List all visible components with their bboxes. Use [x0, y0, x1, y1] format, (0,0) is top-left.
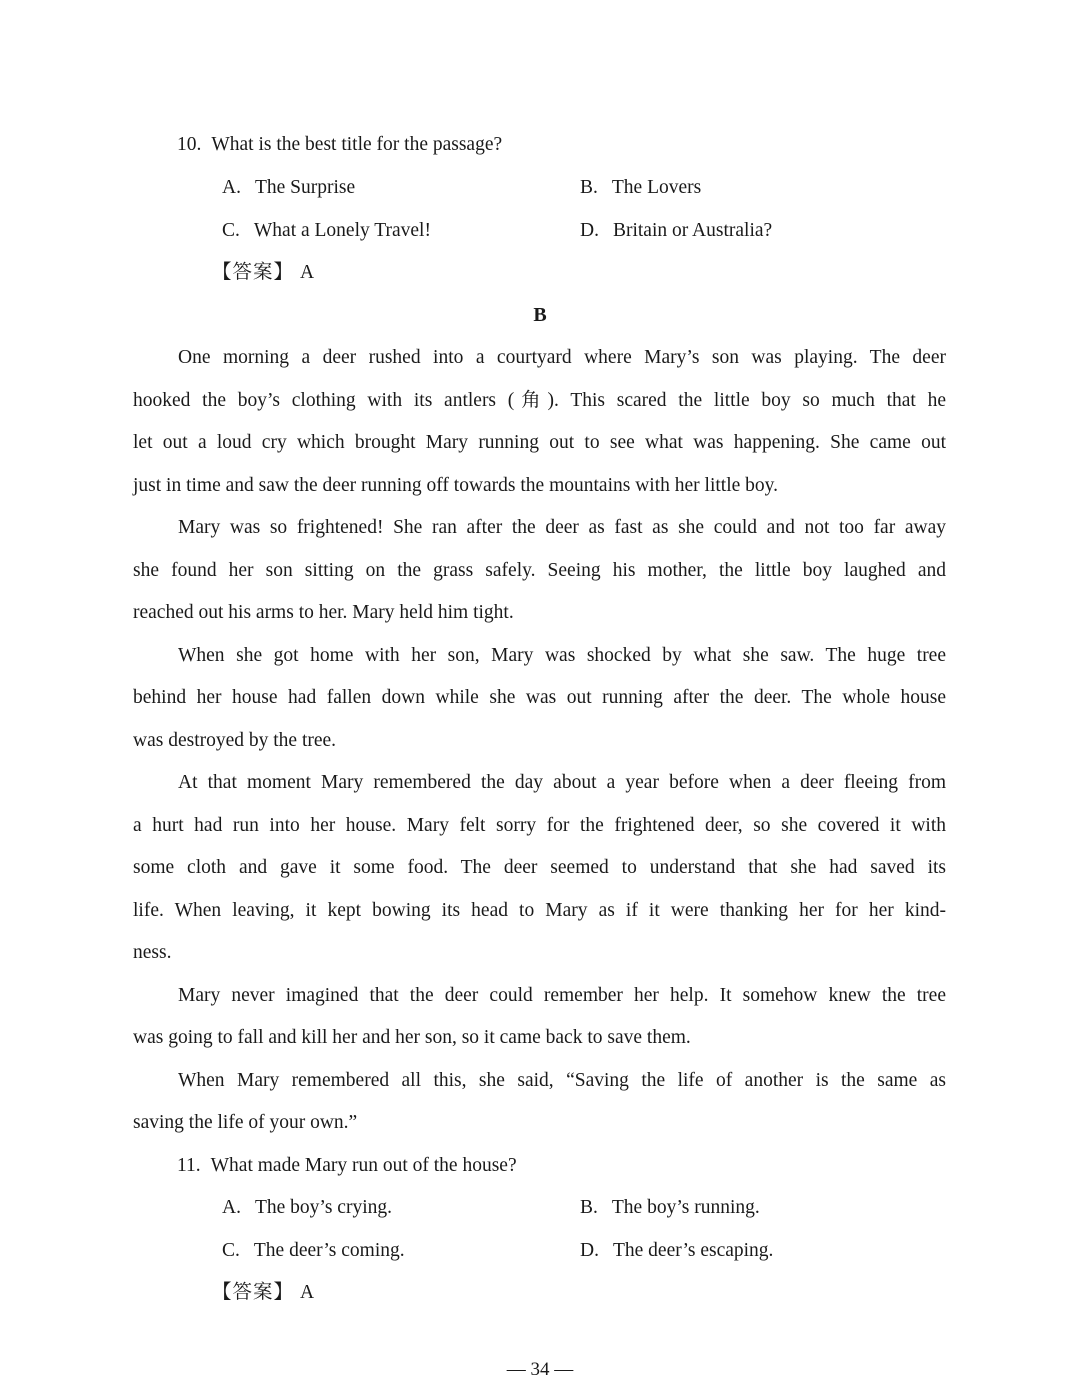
q11-number: 11.	[177, 1155, 201, 1176]
q10-answer-label: 【答案】	[212, 262, 295, 283]
passage-line: was going to fall and kill her and her son, so it came back to save them.	[133, 1027, 691, 1048]
q10-option-a-letter: A.	[222, 177, 241, 198]
q11-option-b-text: The boy’s running.	[611, 1197, 760, 1218]
page-number: — 34 —	[506, 1359, 574, 1380]
passage-line: One morning a deer rushed into a courtyard where Mary’s son was playing. The deer	[178, 347, 946, 368]
q11-option-b	[580, 1198, 760, 1218]
q11-option-d-letter: D.	[580, 1240, 599, 1261]
passage-line: she found her son sitting on the grass safely. Seeing his mother, the little boy laughed and	[133, 560, 946, 581]
q10-option-b	[580, 178, 701, 198]
q10-option-b-text: The Lovers	[611, 177, 702, 198]
q10-option-d-text: Britain or Australia?	[612, 220, 773, 241]
q11-option-d-text: The deer’s escaping.	[612, 1240, 774, 1261]
passage-line: ness.	[133, 942, 172, 963]
passage-line: When she got home with her son, Mary was shocked by what she saw. The huge tree	[178, 645, 946, 666]
q11-answer-value: A	[300, 1282, 315, 1303]
passage-line: behind her house had fallen down while she was out running after the deer. The whole house	[133, 687, 946, 708]
q11-option-a	[222, 1198, 392, 1218]
passage-line: life. When leaving, it kept bowing its head to Mary as if it were thanking her for her kind-	[133, 900, 946, 921]
q10-answer-value: A	[300, 262, 315, 283]
passage-line: When Mary remembered all this, she said, “Saving the life of another is the same as	[178, 1070, 946, 1091]
q11-question-text: What made Mary run out of the house?	[210, 1155, 517, 1176]
passage-line: reached out his arms to her. Mary held him tight.	[133, 602, 514, 623]
q10-option-d-letter: D.	[580, 220, 599, 241]
q11-option-d	[580, 1241, 773, 1261]
q10-option-a	[222, 178, 355, 198]
q11-answer	[212, 1283, 314, 1303]
passage-line: was destroyed by the tree.	[133, 730, 337, 751]
passage-line: just in time and saw the deer running off towards the mountains with her little boy.	[133, 475, 779, 496]
passage-line: At that moment Mary remembered the day about a year before when a deer fleeing from	[178, 772, 946, 793]
passage-line: Mary was so frightened! She ran after the deer as fast as she could and not too far away	[178, 517, 946, 538]
q11-answer-label: 【答案】	[212, 1282, 295, 1303]
q10-question	[177, 135, 502, 155]
q11-option-c-letter: C.	[222, 1240, 240, 1261]
passage-line: some cloth and gave it some food. The deer seemed to understand that she had saved its	[133, 857, 946, 878]
q11-option-b-letter: B.	[580, 1197, 598, 1218]
q11-question	[177, 1156, 517, 1176]
q11-option-c-text: The deer’s coming.	[253, 1240, 405, 1261]
q11-option-c	[222, 1241, 405, 1261]
passage-line: hooked the boy’s clothing with its antlers (角). This scared the little boy so much that he	[133, 390, 946, 411]
q10-option-c-text: What a Lonely Travel!	[253, 220, 431, 241]
passage-line: let out a loud cry which brought Mary running out to see what was happening. She came out	[133, 432, 946, 453]
q10-number: 10.	[177, 134, 202, 155]
q10-option-d	[580, 221, 772, 241]
q10-option-a-text: The Surprise	[254, 177, 356, 198]
q11-option-a-letter: A.	[222, 1197, 241, 1218]
section-heading: B	[533, 304, 547, 326]
q10-option-c-letter: C.	[222, 220, 240, 241]
q10-option-c	[222, 221, 431, 241]
passage-line: a hurt had run into her house. Mary felt sorry for the frightened deer, so she covered it with	[133, 815, 946, 836]
q11-option-a-text: The boy’s crying.	[254, 1197, 392, 1218]
q10-answer	[212, 263, 314, 283]
passage-line: Mary never imagined that the deer could remember her help. It somehow knew the tree	[178, 985, 946, 1006]
q10-question-text: What is the best title for the passage?	[211, 134, 503, 155]
passage-line: saving the life of your own.”	[133, 1112, 358, 1133]
q10-option-b-letter: B.	[580, 177, 598, 198]
